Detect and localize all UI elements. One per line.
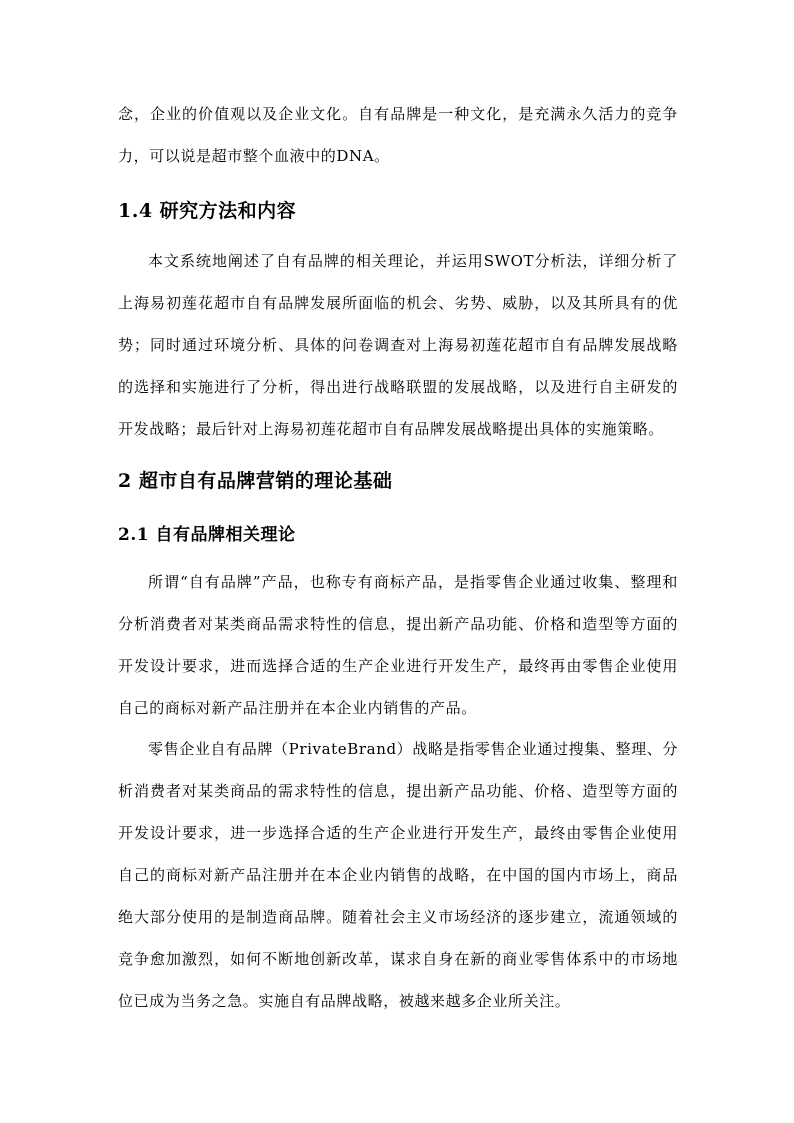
paragraph-research-methods: 本文系统地阐述了自有品牌的相关理论，并运用SWOT分析法，详细分析了上海易初莲花超市自有品牌发展所面临的机会、劣势、威胁，以及其所具有的优势；同时通过环境分析、具体的问卷调查对上海易初莲花超市自有品牌发展战略的选择和实施进行了分析，得出进行战略联盟的发展战略，以及进行自主研发的开发战略；最后针对上海易初莲花超市自有品牌发展战略提出具体的实施策略。: [118, 252, 678, 438]
heading-2: 2 超市自有品牌营销的理论基础: [118, 470, 393, 492]
paragraph-private-brand-strategy: 零售企业自有品牌（PrivateBrand）战略是指零售企业通过搜集、整理、分析消费者对某类商品的需求特性的信息，提出新产品功能、价格、造型等方面的开发设计要求，进一步选择合适的生产企业进行开发生产，最终由零售企业使用自己的商标对新产品注册并在本企业内销售的战略，在中国的国内市场上，商品绝大部分使用的是制造商品牌。随着社会主义市场经济的逐步建立，流通领域的竞争愈加激烈，如何不断地创新改革，谋求自身在新的商业零售体系中的市场地位已成为当务之急。实施自有品牌战略，被越来越多企业所关注。: [118, 740, 678, 1010]
heading-2-1: 2.1 自有品牌相关理论: [118, 525, 296, 545]
paragraph-private-brand-definition: 所谓“自有品牌”产品，也称专有商标产品，是指零售企业通过收集、整理和分析消费者对某类商品需求特性的信息，提出新产品功能、价格和造型等方面的开发设计要求，进而选择合适的生产企业进行开发生产，最终再由零售企业使用自己的商标对新产品注册并在本企业内销售的产品。: [118, 573, 678, 717]
heading-1-4: 1.4 研究方法和内容: [118, 200, 297, 222]
paragraph-intro-continuation: 念，企业的价值观以及企业文化。自有品牌是一种文化，是充满永久活力的竞争力，可以说是超市整个血液中的DNA。: [118, 105, 678, 165]
